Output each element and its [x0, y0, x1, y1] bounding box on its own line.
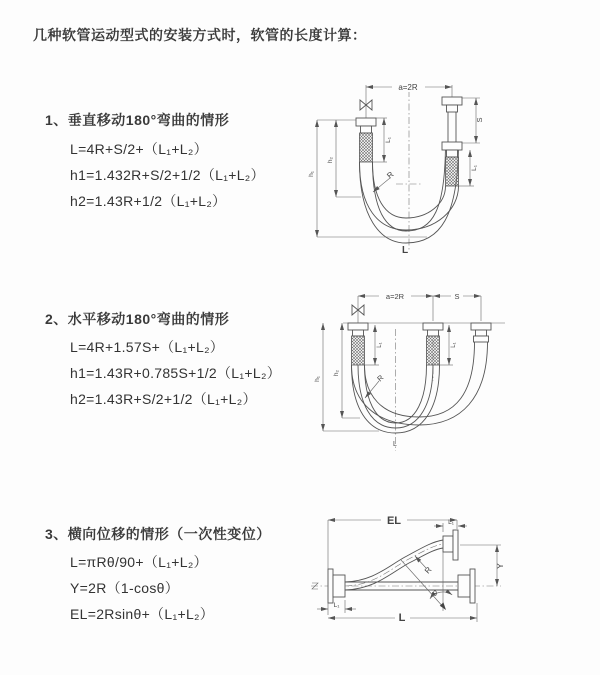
right-end-fitting: [471, 323, 491, 342]
dim-label-y: Y: [495, 563, 505, 569]
section1-formula-L: L=4R+S/2+（L₁+L₂）: [70, 141, 208, 157]
braid-section: [446, 157, 459, 186]
section1-formula-h1: h1=1.432R+S/2+1/2（L₁+L₂）: [70, 167, 265, 183]
dim-label-l1: L₁: [471, 165, 478, 171]
dim-label-l1: L₁: [377, 342, 383, 348]
valve-icon: [360, 85, 372, 118]
dim-label-el: EL: [386, 515, 402, 527]
section2-formula-h1: h1=1.43R+0.785S+1/2（L₁+L₂）: [70, 365, 281, 381]
diagram-3-lateral-displacement: [305, 505, 575, 640]
section3-heading: 3、横向位移的情形（一次性变位）: [45, 526, 271, 542]
angle-theta: [401, 552, 452, 611]
left-end-fitting: [348, 323, 368, 365]
displaced-flange: [453, 530, 458, 560]
dim-label-l1: L₁: [448, 519, 454, 526]
dim-label-l: L: [398, 612, 406, 624]
dim-label-l: L: [401, 245, 409, 256]
hose-curves-position2: [352, 342, 488, 425]
diagram-1-vertical-bend: [300, 72, 500, 257]
braid-section: [360, 133, 373, 162]
dim-l: [328, 603, 477, 624]
displaced-hose: [345, 530, 458, 590]
section3-formula-EL: EL=2Rsinθ+（L₁+L₂）: [70, 606, 215, 622]
braid-section: [427, 336, 440, 365]
dim-l1-bottom: [317, 600, 356, 613]
dim-label-r: R: [375, 372, 386, 384]
right-end-fitting: [442, 97, 462, 186]
braid-section: [352, 336, 365, 365]
dim-label-h1: h₁: [314, 376, 321, 382]
middle-end-fitting: [423, 323, 443, 365]
dim-label-h2: h₂: [327, 156, 334, 164]
dim-l1-top: [434, 519, 467, 532]
dim-l1-middle: [440, 325, 457, 365]
page-title: 几种软管运动型式的安装方式时，软管的长度计算：: [33, 27, 367, 43]
dim-h1: [314, 323, 379, 431]
dim-label-h2: h₂: [333, 369, 340, 377]
dim-label-l1: L₁: [385, 137, 392, 143]
dim-label-l1: L₁: [451, 342, 457, 348]
dim-l1-left: [365, 325, 383, 365]
dim-label-l: L: [393, 441, 397, 448]
section1-formula-h2: h2=1.43R+1/2（L₁+L₂）: [70, 193, 227, 209]
section3-formula-Y: Y=2R（1-cosθ）: [70, 580, 180, 596]
section2-heading: 2、水平移动180°弯曲的情形: [45, 311, 230, 327]
dim-label-r: R: [422, 565, 434, 576]
section3-formula-L: L=πRθ/90+（L₁+L₂）: [70, 554, 208, 570]
dim-label-s: S: [475, 117, 484, 123]
dim-s: [433, 291, 481, 321]
dim-label-a2r: a=2R: [385, 292, 405, 301]
dim-a2r: [358, 291, 433, 321]
dim-label-h1: h₁: [308, 171, 315, 177]
dim-label-r: R: [385, 169, 396, 181]
section1-heading: 1、垂直移动180°弯曲的情形: [45, 112, 230, 128]
valve-icon: [352, 296, 364, 323]
section2-formula-h2: h2=1.43R+S/2+1/2（L₁+L₂）: [70, 391, 257, 407]
diagram-2-horizontal-bend: [315, 283, 530, 463]
displaced-hub: [443, 536, 453, 552]
dim-r: [415, 556, 434, 575]
dim-label-l1: L₁: [333, 602, 340, 609]
dim-s: [462, 98, 484, 143]
section2-formula-L: L=4R+1.57S+（L₁+L₂）: [70, 339, 225, 355]
dim-r: [365, 373, 386, 398]
dim-l1-right: [459, 150, 478, 186]
left-flange: [328, 569, 345, 603]
dim-h2: [327, 120, 361, 197]
left-end-fitting: [356, 118, 376, 162]
dim-label-a2r: a=2R: [398, 83, 418, 92]
dim-label-theta: θ: [432, 589, 438, 598]
dim-label-s: S: [454, 292, 460, 301]
dim-r: [373, 170, 396, 192]
